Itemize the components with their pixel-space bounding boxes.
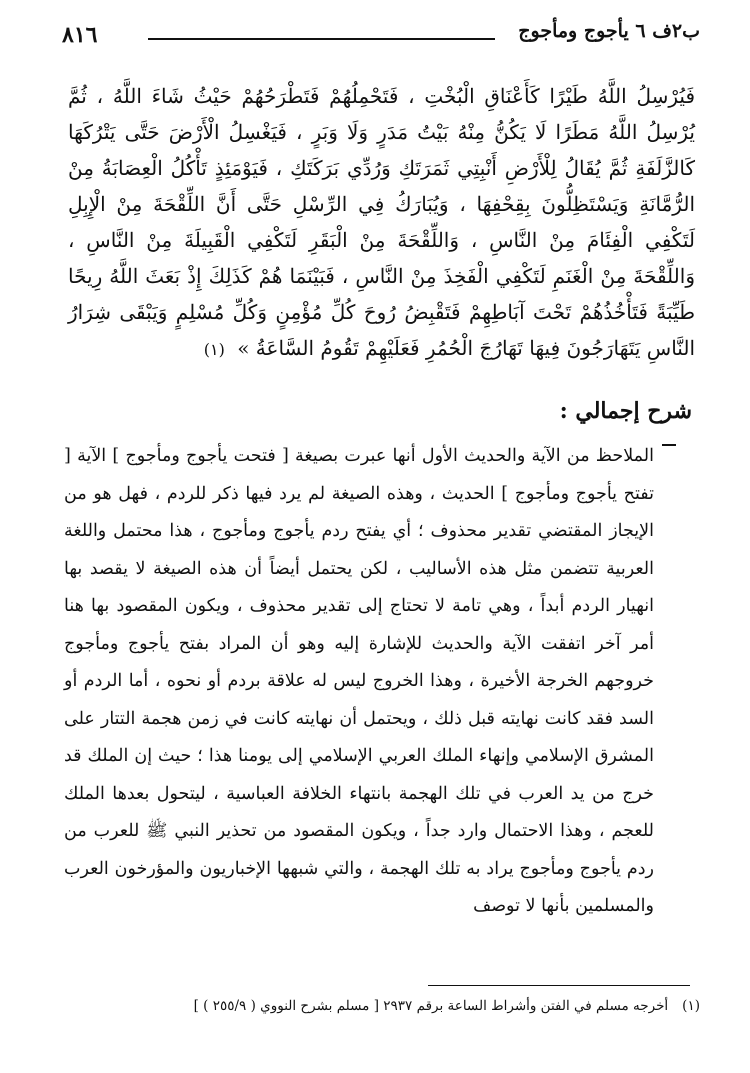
- commentary-block: [64, 438, 654, 926]
- footnote: [193, 998, 700, 1014]
- footnote-text: أخرجه مسلم في الفتن وأشراط الساعة برقم ٢٩٣٧ [ مسلم بشرح النووي ( ٢٥٥/٩ ) ]: [193, 998, 669, 1014]
- header-rule: [148, 38, 495, 40]
- page-number: ٨١٦: [62, 22, 98, 48]
- hadith-text: فَيُرْسِلُ اللَّهُ طَيْرًا كَأَعْنَاقِ الْبُخْتِ ، فَتَحْمِلُهُمْ فَتَطْرَحُهُمْ حَيْثُ شَاءَ اللَّهُ ، ثُمَّ يُرْسِلُ اللَّهُ مَطَرًا لَا يَكُنُّ مِنْهُ بَيْتُ مَدَرٍ وَلَا وَبَرٍ ، فَيَغْسِلُ الْأَرْضَ حَتَّى يَتْرُكَهَا كَالزَّلَفَةِ ثُمَّ يُقَالُ لِلْأَرْضِ أَنْبِتِي ثَمَرَتَكِ وَرُدِّي بَرَكَتَكِ ، فَيَوْمَئِذٍ تَأْكُلُ الْعِصَابَةُ مِنْ الرُّمَّانَةِ وَيَسْتَظِلُّونَ بِقِحْفِهَا ، وَيُبَارَكُ فِي الرِّسْلِ حَتَّى أَنَّ اللِّقْحَةَ مِنْ الْإِبِلِ لَتَكْفِي الْفِئَامَ مِنْ النَّاسِ ، وَاللِّقْحَةَ مِنْ الْبَقَرِ لَتَكْفِي الْقَبِيلَةَ مِنْ النَّاسِ ، وَاللِّقْحَةَ مِنْ الْغَنَمِ لَتَكْفِي الْفَخِذَ مِنْ النَّاسِ ، فَبَيْنَمَا هُمْ كَذَلِكَ إِذْ بَعَثَ اللَّهُ رِيحًا طَيِّبَةً فَتَأْخُذُهُمْ تَحْتَ آبَاطِهِمْ فَتَقْبِضُ رُوحَ كُلِّ مُؤْمِنٍ وَكُلِّ مُسْلِمٍ وَيَبْقَى شِرَارُ النَّاسِ يَتَهَارَجُونَ فِيهَا تَهَارُجَ الْحُمُرِ فَعَلَيْهِمْ تَقُومُ السَّاعَةُ »: [68, 84, 695, 360]
- hadith-paragraph: [68, 78, 695, 368]
- footnote-rule: [428, 985, 690, 986]
- section-heading: شرح إجمالي :: [559, 398, 692, 424]
- footnote-marker: (١): [203, 340, 225, 359]
- page-header: [62, 14, 700, 54]
- chapter-title: ب٢ف ٦ يأجوج ومأجوج: [518, 20, 700, 42]
- commentary-paragraph: الملاحظ من الآية والحديث الأول أنها عبرت بصيغة [ فتحت يأجوج ومأجوج ] الآية [ تفتح يأجوج ومأجوج ] الحديث ، وهذه الصيغة لم يرد فيها ذكر للردم ، فهل هو من الإيجاز المقتضي تقدير محذوف ؛ أي يفتح ردم يأجوج ومأجوج ، هذا محتمل واللغة العربية تتضمن مثل هذه الأساليب ، لكن يحتمل أيضاً أن هذه الصيغة لا يقصد بها انهيار الردم أبداً ، وهي تامة لا تحتاج إلى تقدير محذوف ، ويكون المقصود بها هنا أمر آخر اتفقت الآية والحديث للإشارة إليه وهو أن المراد بفتح يأجوج ومأجوج خروجهم الخرجة الأخيرة ، وهذا الخروج ليس له علاقة بردم أو نحوه ، أما الردم أو السد فقد كانت نهايته قبل ذلك ، ويحتمل أن نهايته كانت في زمن هجمة التتار على المشرق الإسلامي وإنهاء الملك العربي الإسلامي إلى يومنا هذا ؛ حيث إن الملك قد خرج من يد العرب في تلك الهجمة بانتهاء الخلافة العباسية ، ليتحول بعدها الملك للعجم ، وهذا الاحتمال وارد جداً ، ويكون المقصود من تحذير النبي ﷺ للعرب من ردم يأجوج ومأجوج يراد به تلك الهجمة ، والتي شبهها الإخباريون والمؤرخون العرب والمسلمين بأنها لا توصف: [64, 446, 654, 916]
- list-dash: [662, 444, 676, 446]
- hadith-text-block: [68, 78, 695, 368]
- footnote-number: (١): [682, 998, 700, 1014]
